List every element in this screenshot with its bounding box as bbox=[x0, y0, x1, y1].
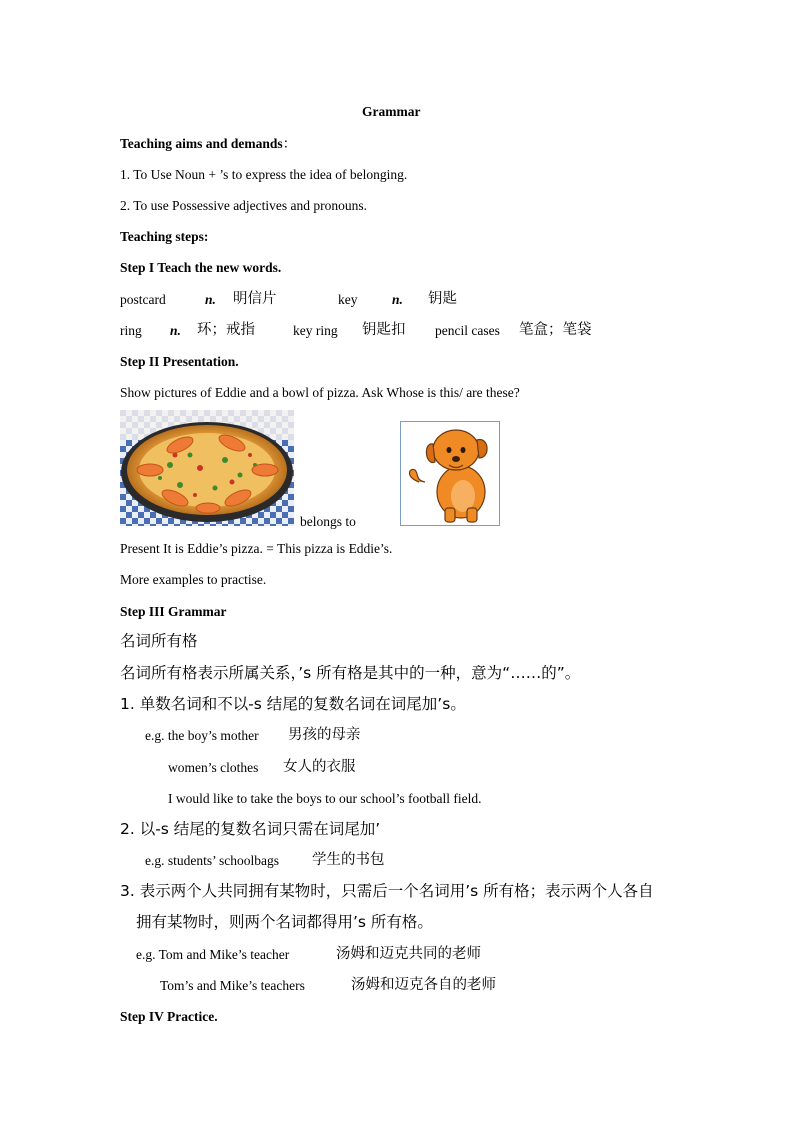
aims-item-1: 1. To Use Noun + ’s to express the idea of belonging. bbox=[120, 167, 408, 182]
vocab-meaning-key: 钥匙 bbox=[428, 291, 457, 307]
vocab-meaning-pencil-cases: 笔盒；笔袋 bbox=[519, 322, 592, 338]
aims-heading: Teaching aims and demands bbox=[120, 136, 283, 151]
vocab-meaning-postcard: 明信片 bbox=[233, 291, 277, 307]
vocab-word-postcard: postcard bbox=[120, 292, 166, 307]
rule-3-example-1-en: e.g. Tom and Mike’s teacher bbox=[136, 947, 290, 962]
step2-line-1: Show pictures of Eddie and a bowl of pizza. Ask Whose is this/ are these? bbox=[120, 385, 520, 400]
step4-heading: Step IV Practice. bbox=[120, 1009, 218, 1024]
rule-3-example-2-cn: 汤姆和迈克各自的老师 bbox=[351, 977, 496, 993]
rule-3-line-2: 拥有某物时，则两个名词都得用’s 所有格。 bbox=[136, 913, 433, 931]
aims-heading-line bbox=[120, 135, 296, 153]
page-title: Grammar bbox=[362, 104, 421, 119]
step1-heading: Step I Teach the new words. bbox=[120, 260, 282, 275]
step2-line-2: Present It is Eddie’s pizza. = This pizza is Eddie’s. bbox=[120, 541, 393, 556]
vocab-meaning-keyring: 钥匙扣 bbox=[362, 322, 406, 338]
vocab-pos-key: n. bbox=[392, 292, 403, 307]
rule-2-example-cn: 学生的书包 bbox=[312, 852, 385, 868]
vocab-pos-postcard: n. bbox=[205, 292, 216, 307]
vocab-word-keyring: key ring bbox=[293, 323, 338, 338]
steps-heading: Teaching steps: bbox=[120, 229, 209, 244]
vocab-word-pencil-cases: pencil cases bbox=[435, 323, 500, 338]
vocab-word-key: key bbox=[338, 292, 358, 307]
rule-3-example-1-cn: 汤姆和迈克共同的老师 bbox=[336, 946, 481, 962]
rule-2: 2. 以-s 结尾的复数名词只需在词尾加’ bbox=[120, 820, 381, 838]
vocab-word-ring: ring bbox=[120, 323, 142, 338]
step2-line-3: More examples to practise. bbox=[120, 572, 267, 587]
aims-colon: ： bbox=[282, 136, 297, 151]
rule-3-example-2-en: Tom’s and Mike’s teachers bbox=[160, 978, 305, 993]
rule-1-example-1-cn: 男孩的母亲 bbox=[288, 727, 361, 743]
rule-1: 1. 单数名词和不以-s 结尾的复数名词在词尾加’s。 bbox=[120, 695, 466, 713]
vocab-pos-ring: n. bbox=[170, 323, 181, 338]
vocab-meaning-ring: 环；戒指 bbox=[197, 322, 255, 338]
pizza-image bbox=[120, 410, 294, 526]
step3-subheading: 名词所有格 bbox=[120, 632, 198, 650]
rule-1-example-2-en: women’s clothes bbox=[168, 760, 259, 775]
rule-1-example-1-en: e.g. the boy’s mother bbox=[145, 728, 259, 743]
step3-heading: Step III Grammar bbox=[120, 604, 227, 619]
rule-1-example-3: I would like to take the boys to our school’s football field. bbox=[168, 791, 482, 806]
step3-intro: 名词所有格表示所属关系，’s 所有格是其中的一种，意为“……的”。 bbox=[120, 664, 581, 682]
dog-icon bbox=[401, 422, 499, 525]
aims-item-2: 2. To use Possessive adjectives and pronouns. bbox=[120, 198, 368, 213]
dog-image bbox=[400, 421, 500, 526]
rule-1-example-2-cn: 女人的衣服 bbox=[283, 759, 356, 775]
rule-2-example-en: e.g. students’ schoolbags bbox=[145, 853, 279, 868]
step2-heading: Step II Presentation. bbox=[120, 354, 239, 369]
belongs-to-text: belongs to bbox=[300, 514, 356, 529]
rule-3-line-1: 3. 表示两个人共同拥有某物时，只需后一个名词用’s 所有格；表示两个人各自 bbox=[120, 882, 654, 900]
